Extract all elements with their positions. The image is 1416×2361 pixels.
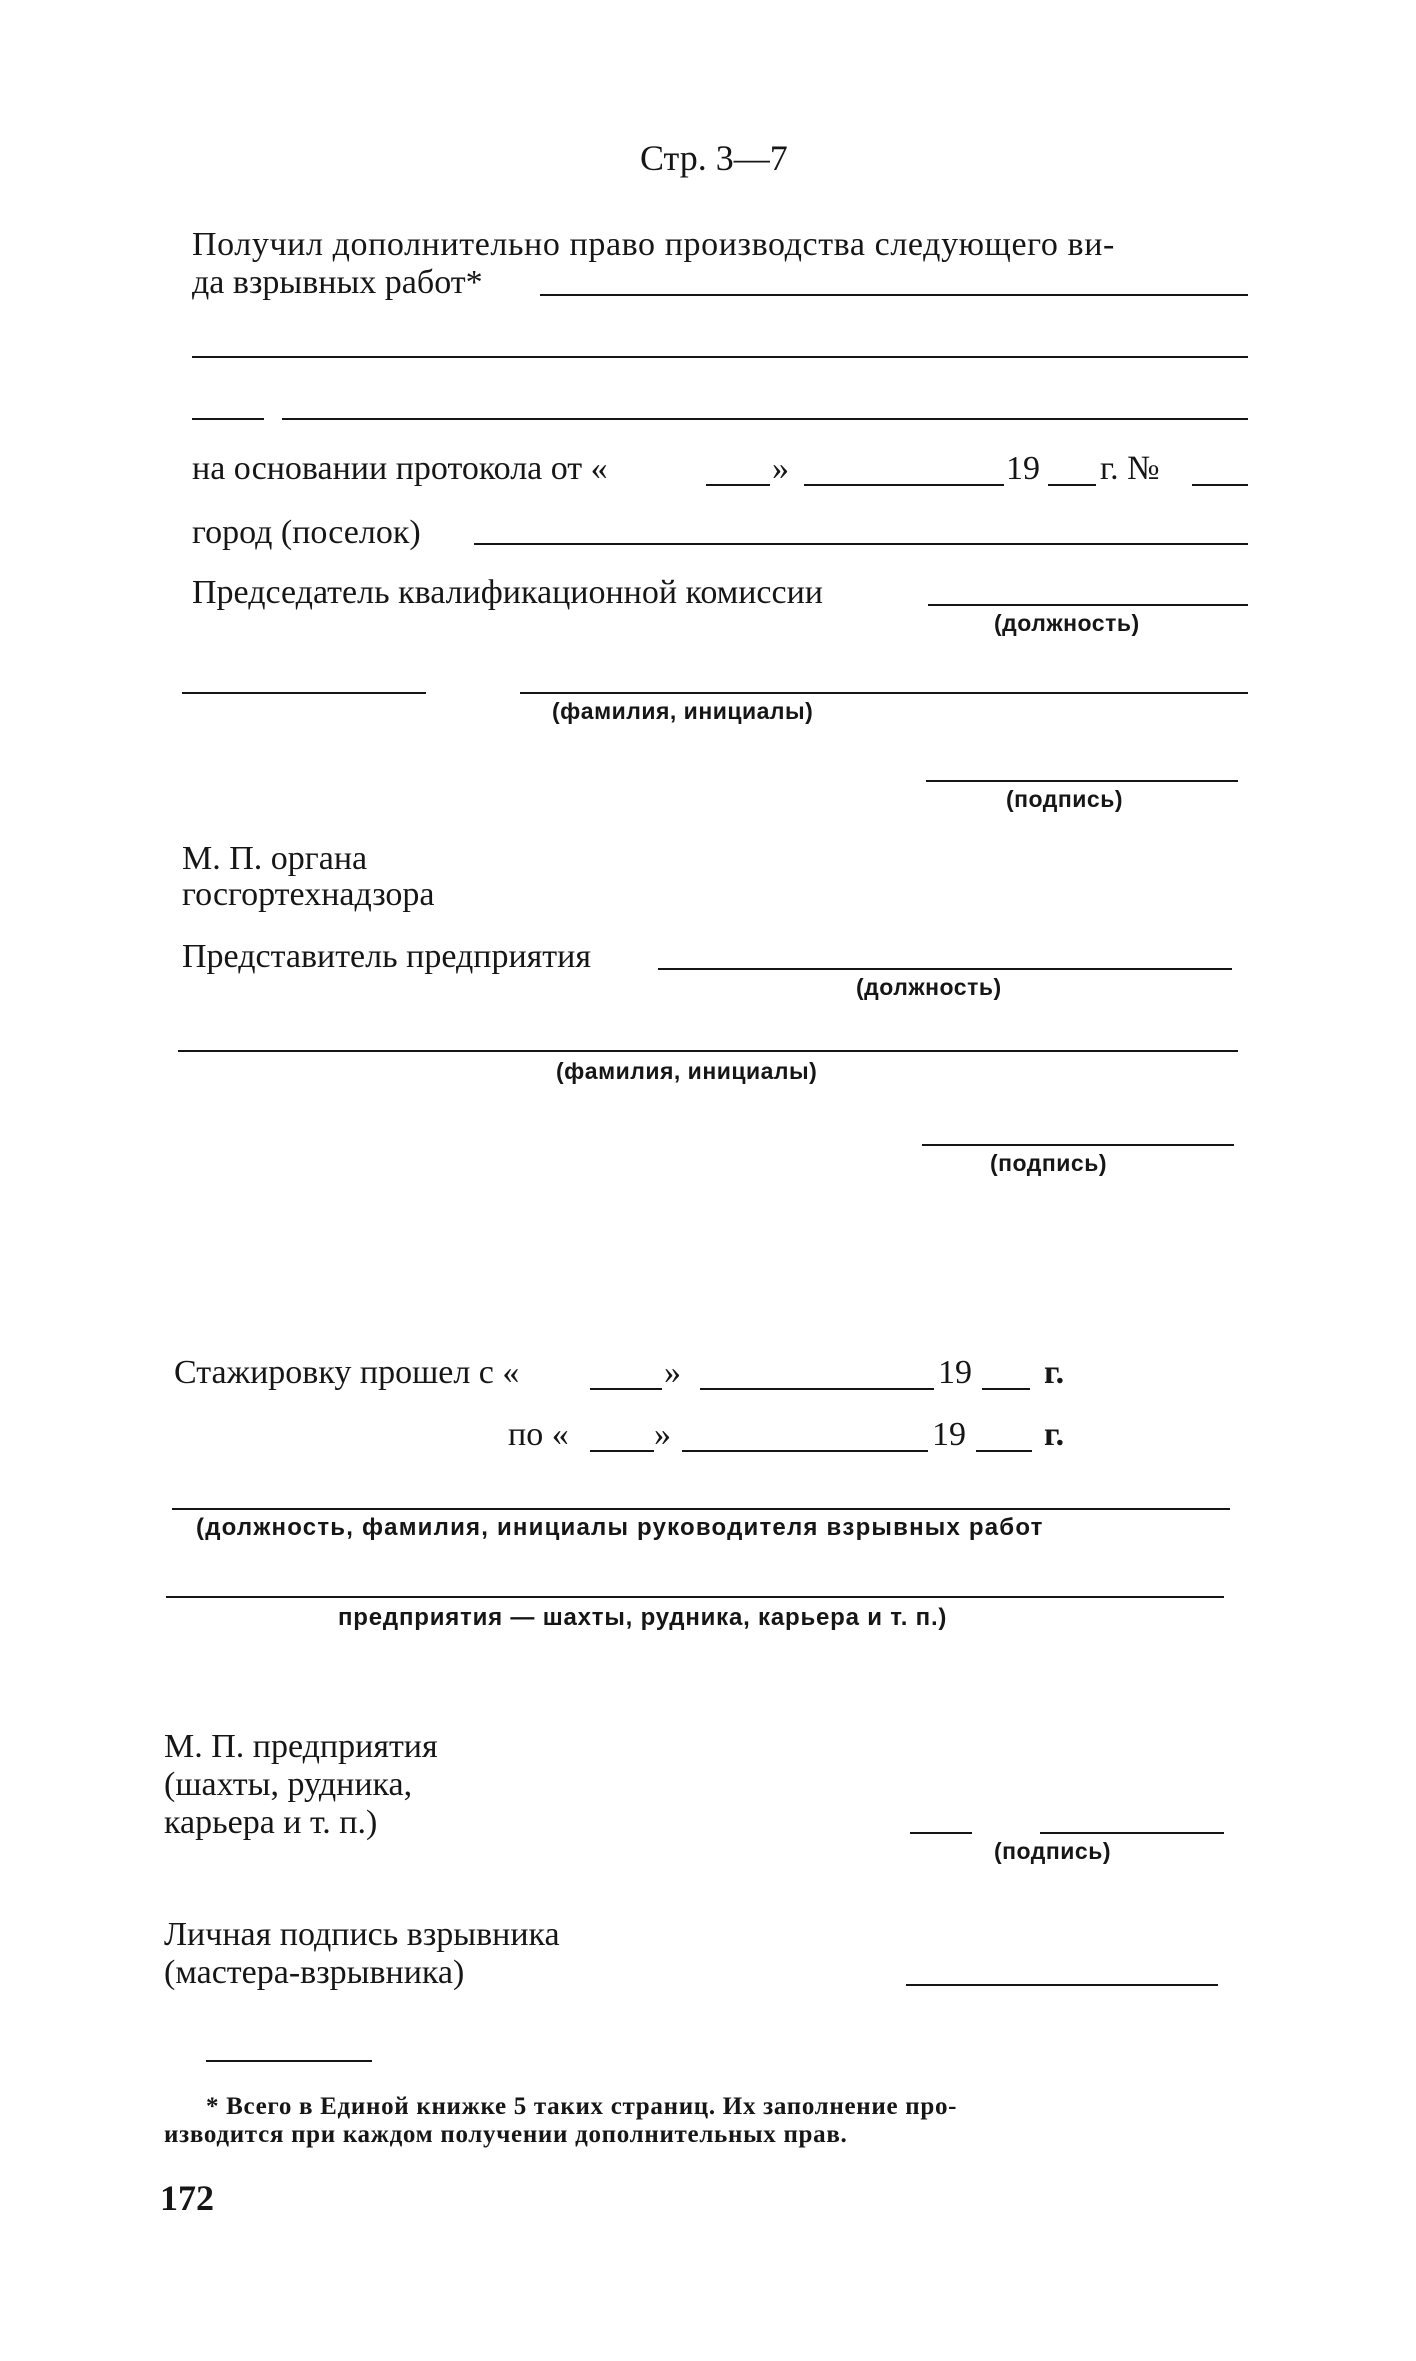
chair-extra-field[interactable] <box>182 692 426 694</box>
stamp-organ-line-2: госгортехнадзора <box>182 876 435 913</box>
internship-from-year-suffix: г. <box>1044 1354 1065 1391</box>
chair-position-caption: (должность) <box>994 610 1140 636</box>
rep-signature-field[interactable] <box>922 1144 1234 1146</box>
commission-chair-label: Председатель квалификационной комиссии <box>192 574 823 611</box>
blaster-signature-line-2: (мастера-взрывника) <box>164 1954 465 1991</box>
page-number: 172 <box>160 2178 214 2218</box>
rep-position-field[interactable] <box>658 968 1232 970</box>
chair-name-field[interactable] <box>520 692 1248 694</box>
blast-type-field-1[interactable] <box>540 294 1248 296</box>
city-label: город (поселок) <box>192 514 421 551</box>
chair-position-field[interactable] <box>928 604 1248 606</box>
enterprise-rep-label: Представитель предприятия <box>182 938 591 975</box>
enterprise-signature-field-b[interactable] <box>1040 1832 1224 1834</box>
chair-signature-caption: (подпись) <box>1006 786 1124 812</box>
protocol-day-field[interactable] <box>706 484 770 486</box>
internship-from-close-quote: » <box>664 1354 681 1391</box>
supervisor-field-2[interactable] <box>166 1596 1224 1598</box>
supervisor-caption-2: предприятия — шахты, рудника, карьера и т. п.) <box>338 1604 948 1631</box>
protocol-number-field[interactable] <box>1192 484 1248 486</box>
footnote-line-2: изводится при каждом получении дополнительных прав. <box>164 2121 848 2148</box>
enterprise-signature-caption: (подпись) <box>994 1838 1112 1864</box>
supervisor-field-1[interactable] <box>172 1508 1230 1510</box>
protocol-number-label: г. № <box>1100 450 1160 487</box>
protocol-close-quote: » <box>772 450 789 487</box>
footnote-divider <box>206 2060 372 2062</box>
protocol-year-field[interactable] <box>1048 484 1096 486</box>
chair-name-caption: (фамилия, инициалы) <box>552 698 814 724</box>
internship-from-year-prefix: 19 <box>938 1354 972 1391</box>
internship-to-month-field[interactable] <box>682 1450 928 1452</box>
page-header: Стр. 3—7 <box>640 138 788 178</box>
blast-type-field-2[interactable] <box>192 356 1248 358</box>
internship-from-month-field[interactable] <box>700 1388 934 1390</box>
internship-from-label: Стажировку прошел с « <box>174 1354 520 1391</box>
stamp-organ-line-1: М. П. органа <box>182 840 368 877</box>
rep-signature-caption: (подпись) <box>990 1150 1108 1176</box>
enterprise-signature-field-a[interactable] <box>910 1832 972 1834</box>
internship-to-label: по « <box>508 1416 569 1453</box>
blast-type-field-3b[interactable] <box>282 418 1248 420</box>
blaster-signature-field[interactable] <box>906 1984 1218 1986</box>
received-line-1: Получил дополнительно право производства следующего ви- <box>192 226 1115 263</box>
internship-to-close-quote: » <box>654 1416 671 1453</box>
rep-name-field[interactable] <box>178 1050 1238 1052</box>
internship-to-year-field[interactable] <box>976 1450 1032 1452</box>
internship-from-year-field[interactable] <box>982 1388 1030 1390</box>
protocol-label: на основании протокола от « <box>192 450 608 487</box>
internship-from-day-field[interactable] <box>590 1388 662 1390</box>
supervisor-caption-1: (должность, фамилия, инициалы руководителя взрывных работ <box>196 1514 1044 1541</box>
blast-type-field-3a[interactable] <box>192 418 264 420</box>
protocol-year-prefix: 19 <box>1006 450 1040 487</box>
stamp-enterprise-line-2: (шахты, рудника, <box>164 1766 413 1803</box>
blaster-signature-line-1: Личная подпись взрывника <box>164 1916 560 1953</box>
stamp-enterprise-line-3: карьера и т. п.) <box>164 1804 378 1841</box>
protocol-month-field[interactable] <box>804 484 1004 486</box>
internship-to-day-field[interactable] <box>590 1450 654 1452</box>
internship-to-year-suffix: г. <box>1044 1416 1065 1453</box>
stamp-enterprise-line-1: М. П. предприятия <box>164 1728 438 1765</box>
internship-to-year-prefix: 19 <box>932 1416 966 1453</box>
rep-name-caption: (фамилия, инициалы) <box>556 1058 818 1084</box>
rep-position-caption: (должность) <box>856 974 1002 1000</box>
footnote-line-1: * Всего в Единой книжке 5 таких страниц. Их заполнение про- <box>206 2093 958 2120</box>
city-field[interactable] <box>474 543 1248 545</box>
received-line-2: да взрывных работ* <box>192 264 483 301</box>
chair-signature-field[interactable] <box>926 780 1238 782</box>
